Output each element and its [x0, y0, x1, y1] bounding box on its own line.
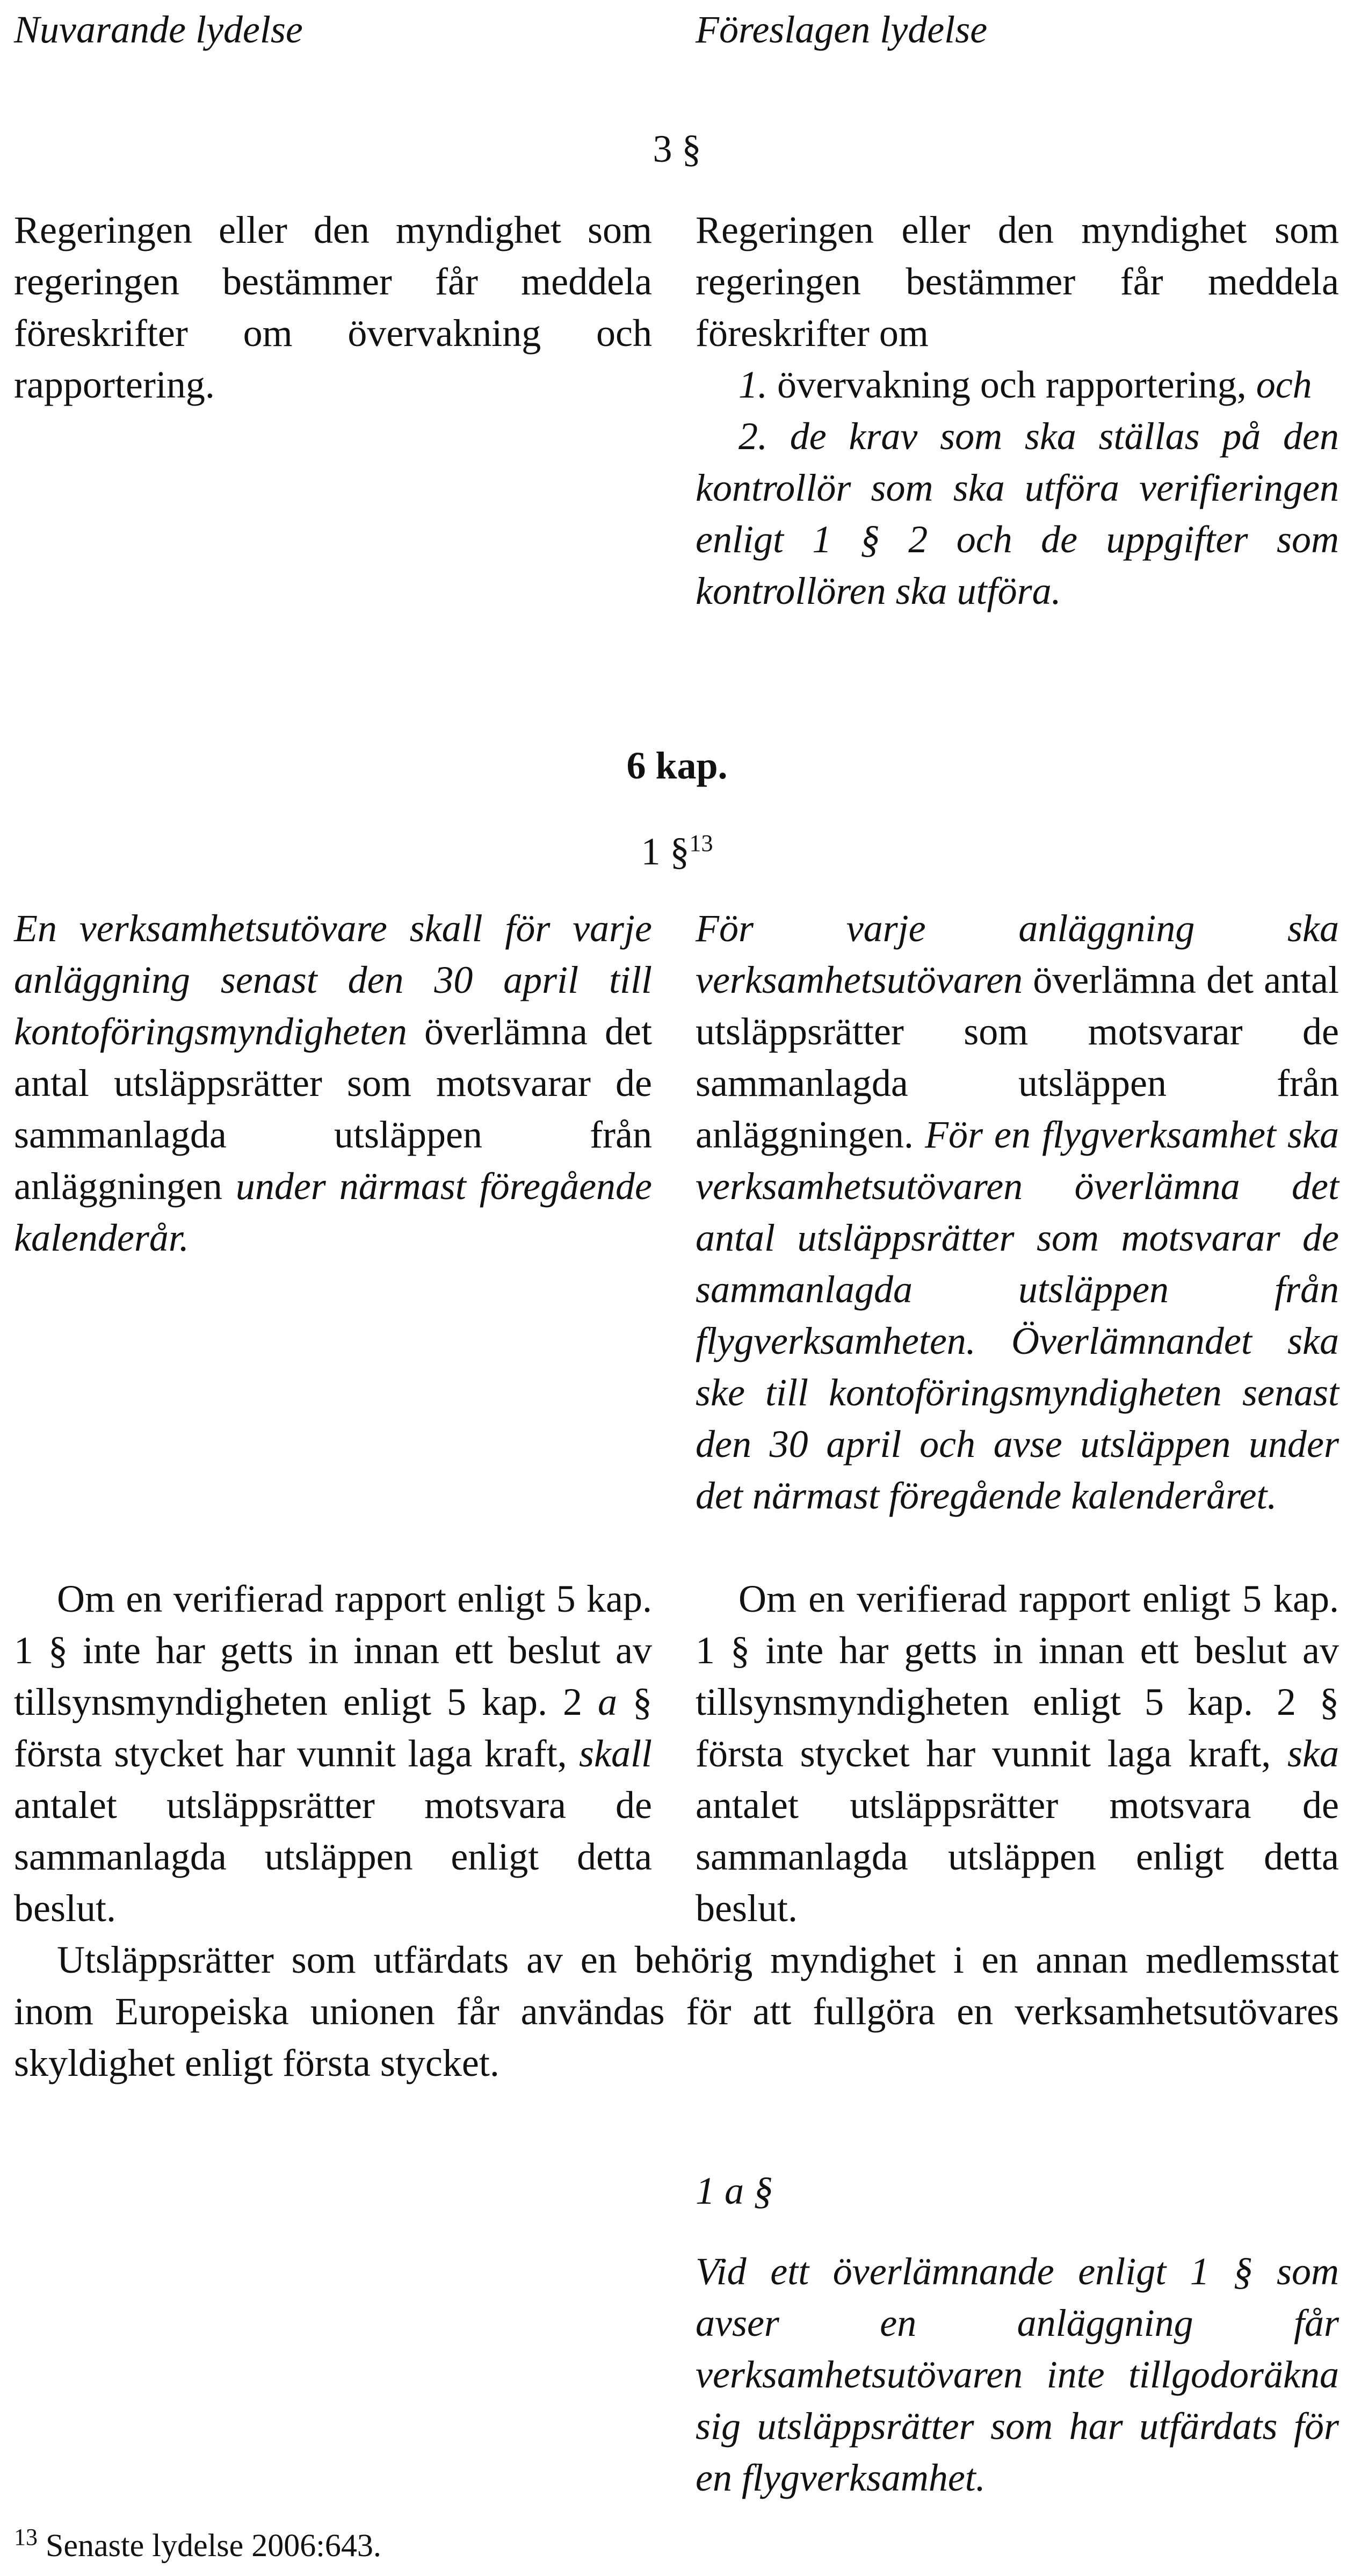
section-1-heading-text: 1 §	[641, 830, 690, 873]
footnote-number: 13	[14, 2524, 38, 2550]
section-1-current-p2	[14, 1573, 652, 1934]
section-3-proposed-intro: Regeringen eller den myndighet som regeringen bestämmer får meddela föreskrifter om	[696, 208, 1339, 355]
current-p2-part-b: § första stycket har vunnit laga kraft,	[14, 1680, 652, 1775]
section-1-proposed-paragraph-1	[696, 903, 1339, 1521]
section-1-proposed-p1	[696, 903, 1339, 1521]
section-1-current-p1	[14, 903, 652, 1264]
current-p2-part-a: Om en verifierad rapport enligt 5 kap. 1 § inte har getts in innan ett beslut av tillsynsmyndigheten enligt 5 kap. 2	[14, 1577, 652, 1723]
section-1a-paragraph: Vid ett överlämnande enligt 1 § som avser en anläggning får verksamhetsutövaren inte tillgodoräkna sig utsläppsrätter som har utfärdats för en flygverksamhet.	[696, 2250, 1339, 2499]
proposed-p1-italic-end: För en flygverksamhet ska verksamhetsutövaren överlämna det antal utsläppsrätter som motsvarar de sammanlagda utsläppen från flygverksamheten. Överlämnandet ska ske till kontoföringsmyndigheten senast den 30 april och avse utsläppen under det närmast föregående kalenderåret.	[696, 1113, 1339, 1517]
current-wording-header: Nuvarande lydelse	[14, 8, 303, 51]
current-p1-body: överlämna det antal utsläppsrätter som motsvarar de sammanlagda utsläppen från anläggningen	[14, 1010, 652, 1208]
section-1-proposed-paragraph-2	[696, 1573, 1339, 1934]
current-p2-italic-a: a	[597, 1680, 617, 1723]
section-1-heading	[0, 827, 1354, 876]
current-p1-italic-start: En verksamhetsutövare skall för varje anläggning senast den 30 april till kontoföringsmyndigheten	[14, 907, 652, 1053]
proposed-p2-part-b: antalet utsläppsrätter motsvara de sammanlagda utsläppen enligt detta beslut.	[696, 1784, 1339, 1930]
footnote-13	[14, 2525, 381, 2566]
footnote-ref-13: 13	[689, 830, 713, 856]
footnote-text: Senaste lydelse 2006:643.	[38, 2528, 381, 2563]
proposed-p1-italic-start: För varje anläggning ska verksamhetsutövaren	[696, 907, 1339, 1001]
item-1-number: 1.	[738, 363, 767, 406]
section-3-proposed-text	[696, 204, 1339, 617]
section-3-proposed-item-1	[696, 359, 1339, 410]
section-3-current-paragraph: Regeringen eller den myndighet som regeringen bestämmer får meddela föreskrifter om övervakning och rapportering.	[14, 208, 652, 406]
current-p2-part-c: antalet utsläppsrätter motsvara de sammanlagda utsläppen enligt detta beslut.	[14, 1784, 652, 1930]
section-3-proposed-item-2: 2. de krav som ska ställas på den kontrollör som ska utföra verifieringen enligt 1 § 2 och de uppgifter som kontrollören ska utföra.	[696, 415, 1339, 612]
section-3-heading: 3 §	[653, 127, 701, 170]
section-1-proposed-p2	[696, 1573, 1339, 1934]
section-1a-heading: 1 a §	[696, 2169, 773, 2212]
proposed-p2-part-a: Om en verifierad rapport enligt 5 kap. 1 § inte har getts in innan ett beslut av tillsynsmyndigheten enligt 5 kap. 2 § första stycket har vunnit laga kraft,	[696, 1577, 1339, 1775]
chapter-6-heading: 6 kap.	[626, 744, 728, 787]
proposed-p1-body: överlämna det antal utsläppsrätter som motsvarar de sammanlagda utsläppen från anläggningen.	[696, 958, 1339, 1156]
section-1-current-paragraph-2	[14, 1573, 652, 1934]
proposed-wording-header: Föreslagen lydelse	[696, 8, 988, 51]
section-1-shared-paragraph-3	[14, 1934, 1339, 2089]
current-p2-italic-skall: skall	[579, 1732, 652, 1775]
current-p1-italic-end: under närmast föregående kalenderår.	[14, 1165, 652, 1259]
section-1a-text	[696, 2246, 1339, 2503]
proposed-p2-italic-ska: ska	[1287, 1732, 1339, 1775]
item-1-text: övervakning och rapportering,	[767, 363, 1256, 406]
section-3-current-text	[14, 204, 652, 410]
item-1-conjunction: och	[1256, 363, 1312, 406]
section-1-shared-p3: Utsläppsrätter som utfärdats av en behörig myndighet i en annan medlemsstat inom Europeiska unionen får användas för att fullgöra en verksamhetsutövares skyldighet enligt första stycket.	[14, 1938, 1339, 2084]
section-1-current-paragraph-1	[14, 903, 652, 1264]
